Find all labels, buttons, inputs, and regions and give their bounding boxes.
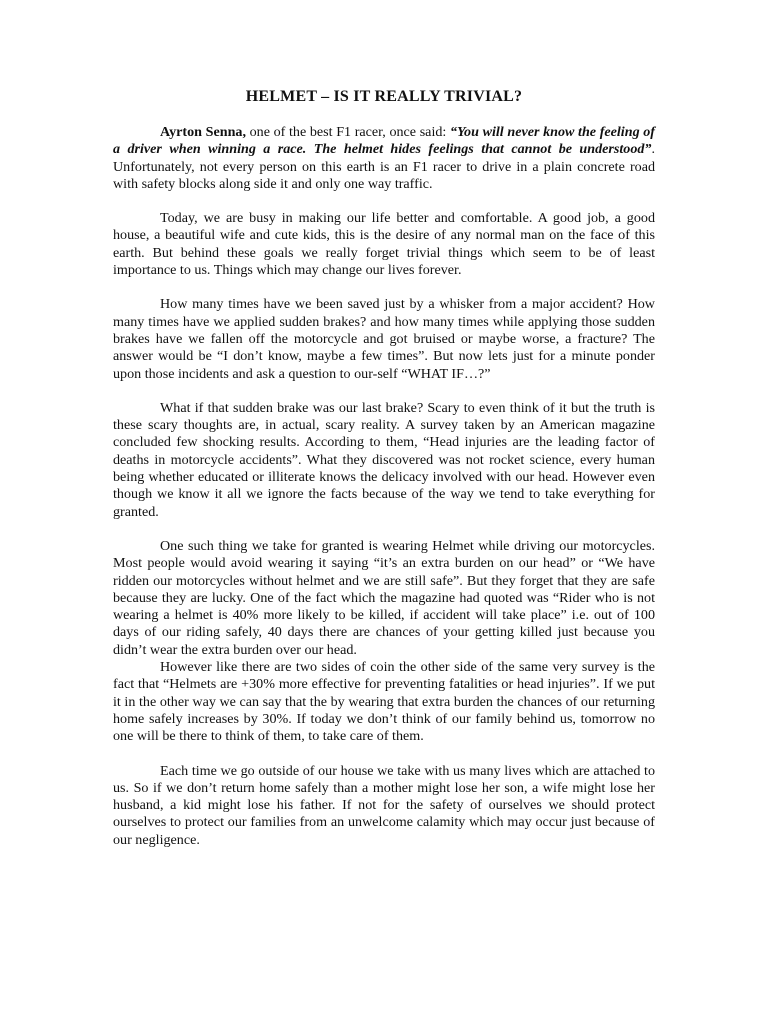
- intro-rest-text: . Unfortunately, not every person on this earth is an F1 racer to drive in a plain concrete road with safety blocks along side it and only one way traffic.: [113, 141, 655, 192]
- quoted-author: Ayrton Senna,: [160, 124, 246, 140]
- body-paragraph-5: However like there are two sides of coin the other side of the same very survey is the fact that “Helmets are +30% more effective for preventing fatalities or head injuries”. If we put it in the other way we can say that the by wearing that extra burden the chances of our returning home safely increases by 30%. If today we don’t think of our family behind us, tomorrow no one will be there to think of them, to take care of them.: [113, 659, 655, 745]
- body-paragraph-4: One such thing we take for granted is wearing Helmet while driving our motorcycles. Most people would avoid wearing it saying “it’s an extra burden on our head” or “We have ridden our motorcycles without helmet and we are still safe”. But they forget that they are safe because they are lucky. One of the fact which the magazine had quoted was “Rider who is not wearing a helmet is 40% more likely to be killed, if accident will take place” i.e. out of 100 days of our riding safely, 40 days there are chances of your getting killed just because you didn’t wear the extra burden over our head.: [113, 537, 655, 658]
- body-paragraph-6: Each time we go outside of our house we take with us many lives which are attached to us. So if we don’t return home safely than a mother might lose her son, a wife might lose her husband, a kid might lose his father. If not for the safety of ourselves we should protect ourselves to protect our families from an unwelcome calamity which may occur just because of our negligence.: [113, 762, 655, 848]
- senna-quote: “You will never know the feeling of a driver when winning a race. The helmet hides feelings that cannot be understood”: [113, 124, 655, 158]
- intro-lead-text: one of the best F1 racer, once said:: [246, 124, 450, 140]
- body-paragraph-1: Today, we are busy in making our life better and comfortable. A good job, a good house, a beautiful wife and cute kids, this is the desire of any normal man on the face of this earth. But behind these goals we really forget trivial things which seem to be of least importance to us. Things which may change our lives forever.: [113, 210, 655, 279]
- body-paragraph-2: How many times have we been saved just by a whisker from a major accident? How many times have we applied sudden brakes? and how many times while applying those sudden brakes have we fallen off the motorcycle and got bruised or maybe worse, a fracture? The answer would be “I don’t know, maybe a few times”. But now lets just for a minute ponder upon those incidents and ask a question to our-self “WHAT IF…?”: [113, 296, 655, 382]
- body-paragraph-3: What if that sudden brake was our last brake? Scary to even think of it but the truth is these scary thoughts are, in actual, scary reality. A survey taken by an American magazine concluded few shocking results. According to them, “Head injuries are the leading factor of deaths in motorcycle accidents”. What they discovered was not rocket science, every human being whether educated or illiterate knows the delicacy involved with our head. However even though we know it all we ignore the facts because of the way we tend to take everything for granted.: [113, 399, 655, 520]
- intro-paragraph: [113, 124, 655, 193]
- document-title: HELMET – IS IT REALLY TRIVIAL?: [245, 88, 523, 105]
